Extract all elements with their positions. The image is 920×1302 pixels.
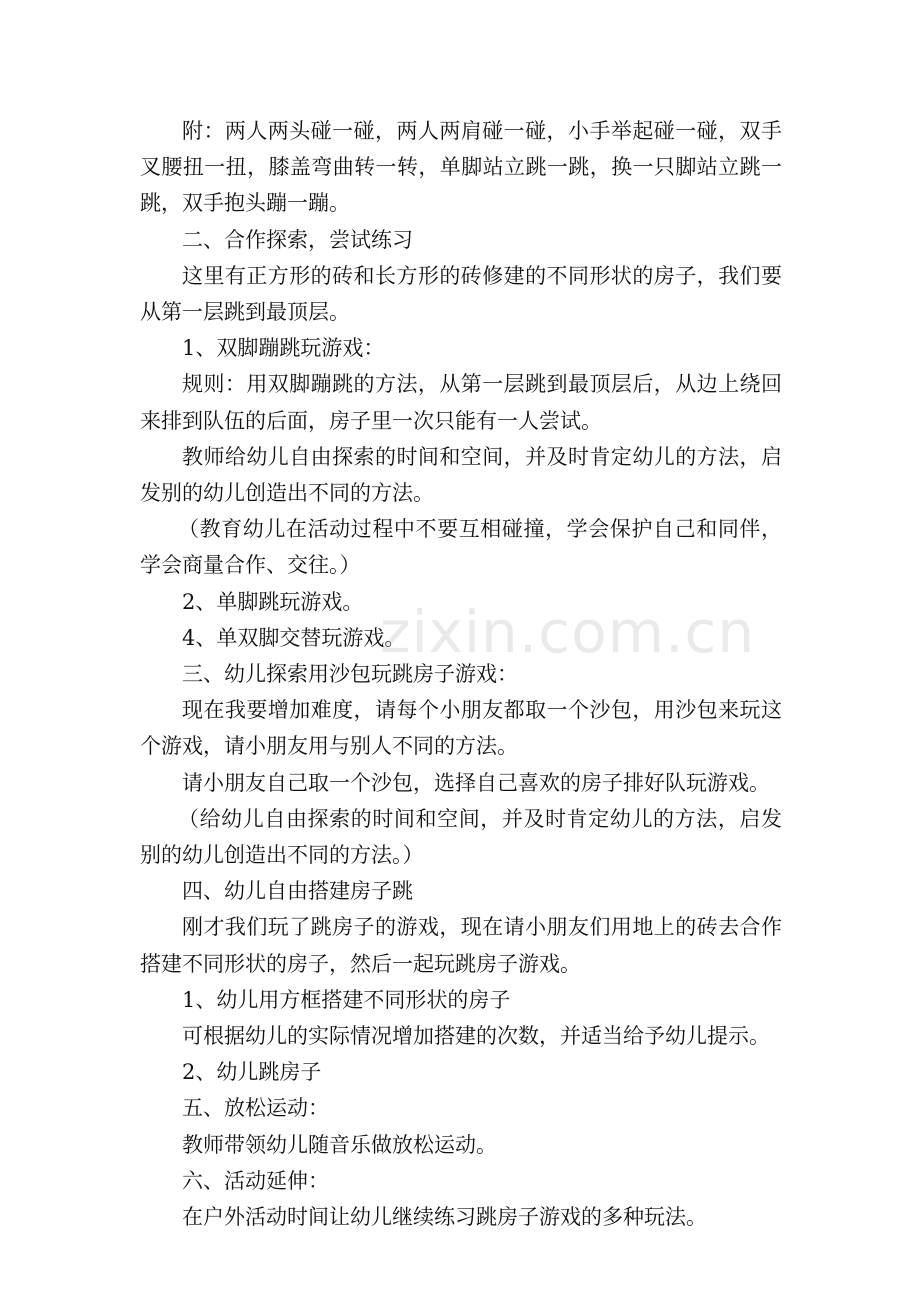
paragraph: 这里有正方形的砖和长方形的砖修建的不同形状的房子，我们要从第一层跳到最顶层。: [140, 263, 782, 325]
paragraph: 教师带领幼儿随音乐做放松运动。: [182, 1132, 497, 1157]
section-heading-2: 二、合作探索，尝试练习: [182, 227, 413, 252]
paragraph-note: （教育幼儿在活动过程中不要互相碰撞，学会保护自己和同伴，学会商量合作、交往。）: [140, 517, 782, 578]
section-heading-5: 五、放松运动：: [182, 1096, 329, 1121]
step-heading: 2、幼儿跳房子: [182, 1060, 322, 1085]
step-heading: 4、单双脚交替玩游戏。: [182, 625, 406, 650]
section-heading-6: 六、活动延伸：: [182, 1168, 329, 1193]
paragraph: 在户外活动时间让幼儿继续练习跳房子游戏的多种玩法。: [182, 1205, 707, 1230]
paragraph-note: （给幼儿自由探索的时间和空间，并及时肯定幼儿的方法，启发别的幼儿创造出不同的方法。）: [140, 806, 782, 868]
document-body: [140, 113, 782, 1235]
section-heading-3: 三、幼儿探索用沙包玩跳房子游戏：: [182, 662, 518, 687]
paragraph-appendix: 附：两人两头碰一碰，两人两肩碰一碰，小手举起碰一碰，双手叉腰扭一扭，膝盖弯曲转一转，单脚站立跳一跳，换一只脚站立跳一跳，双手抱头蹦一蹦。: [140, 119, 782, 216]
paragraph: 现在我要增加难度，请每个小朋友都取一个沙包，用沙包来玩这个游戏，请小朋友用与别人不同的方法。: [140, 698, 782, 759]
paragraph-rules: 规则：用双脚蹦跳的方法，从第一层跳到最顶层后，从边上绕回来排到队伍的后面，房子里一次只能有一人尝试。: [140, 372, 782, 433]
paragraph: 可根据幼儿的实际情况增加搭建的次数，并适当给予幼儿提示。: [182, 1024, 770, 1049]
section-heading-4: 四、幼儿自由搭建房子跳: [182, 879, 413, 904]
paragraph: 请小朋友自己取一个沙包，选择自己喜欢的房子排好队玩游戏。: [182, 770, 770, 795]
watermark: zixin.com.cn: [380, 598, 756, 666]
paragraph: 刚才我们玩了跳房子的游戏，现在请小朋友们用地上的砖去合作搭建不同形状的房子，然后一起玩跳房子游戏。: [140, 915, 782, 976]
paragraph: 教师给幼儿自由探索的时间和空间，并及时肯定幼儿的方法，启发别的幼儿创造出不同的方法。: [140, 444, 782, 506]
step-heading: 1、幼儿用方框搭建不同形状的房子: [182, 987, 511, 1012]
step-heading: 2、单脚跳玩游戏。: [182, 589, 364, 614]
step-heading: 1、双脚蹦跳玩游戏：: [182, 336, 385, 361]
